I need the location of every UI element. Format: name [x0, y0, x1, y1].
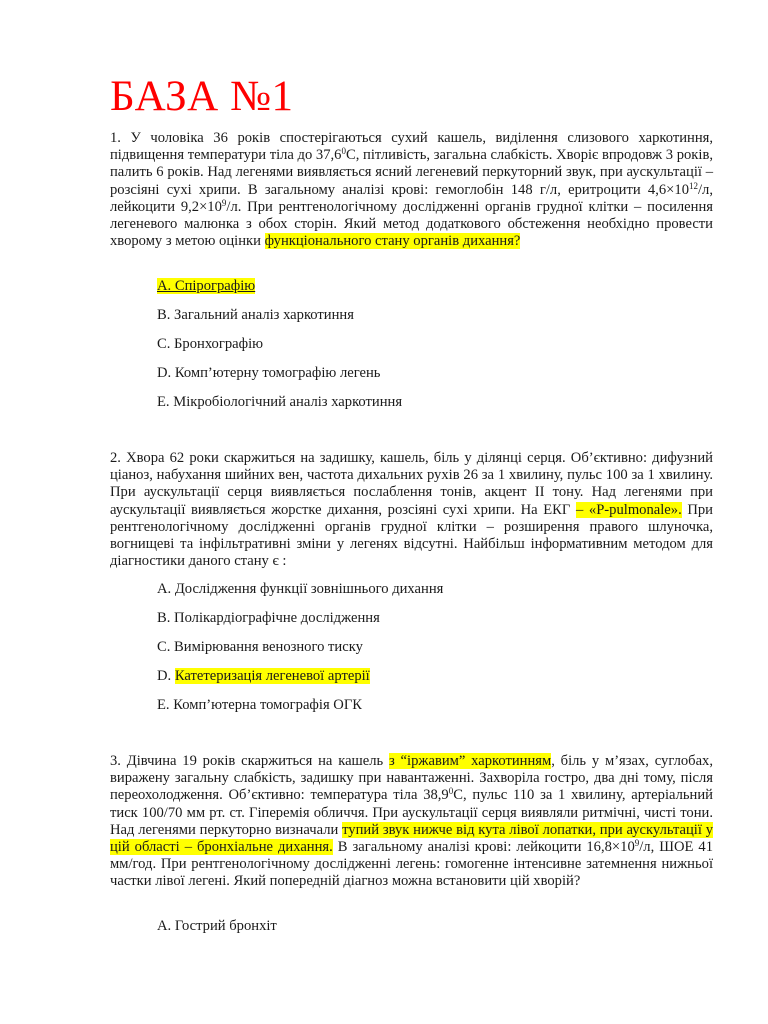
- q1-superscript: 12: [689, 180, 698, 191]
- q1-option-c: С. Бронхографію: [157, 336, 264, 352]
- q1-option-b: В. Загальний аналіз харкотиння: [157, 307, 354, 323]
- q2-option-e: Е. Комп’ютерна томографія ОГК: [157, 697, 363, 713]
- q1-option-a: [157, 278, 255, 295]
- question-2-text: [110, 450, 713, 570]
- q2-option-a: А. Дослідження функції зовнішнього дихання: [157, 581, 444, 597]
- q3-text-part: В загальному аналізі крові: лейкоцити 16,8×10: [332, 839, 635, 856]
- question-1-text: [110, 130, 713, 250]
- q3-text-part: /л, ШОЕ 41 мм/год. При рентгенологічному дослідженні легень: гомогенне інтенсивне затемнення нижньої частки лівої легені. Який попередній діагноз можна встановити цій хворій?: [110, 839, 713, 890]
- q3-superscript: 0: [448, 786, 454, 797]
- q2-option-b: В. Полікардіографічне дослідження: [157, 610, 380, 626]
- q3-text-part: С, пульс 110 за 1 хвилину, артеріальний тиск 100/70 мм рт. ст. Гіперемія обличчя. При аускультації серця виявляли ритмічні, чисті тони. Над легенями перкуторно визначали: [110, 787, 713, 838]
- q2-text-part: 2. Хвора 62 роки скаржиться на задишку, кашель, біль у ділянці серця. Об’єктивно: дифузний ціаноз, набухання шийних вен, частота дихальних рухів 26 за 1 хвилину, пульс 100 за 1 хвилину. При аускультації серця виявляється послаблення тонів, акцент ІІ тону. Над легенями при аускультації виявляється жорстке дихання, розсіяні сухі хрипи. На ЕКГ: [110, 450, 713, 518]
- q1-text-part: 1. У чоловіка 36 років спостерігаються сухий кашель, виділення слизового харкотиння, підвищення температури тіла до 37,6: [110, 130, 713, 164]
- q1-text-part: /л, лейкоцити 9,2×10: [110, 181, 713, 215]
- q3-option-a: А. Гострий бронхіт: [157, 918, 277, 934]
- q3-superscript: 9: [634, 838, 640, 849]
- q1-highlighted-text: функціонального стану органів дихання?: [264, 233, 521, 250]
- question-3-text: [110, 753, 713, 891]
- q1-text-part: /л. При рентгенологічному дослідженні органів грудної клітки – посилення легеневого малюнка з обох сторін. Який метод додаткового обстеження необхідно провести хворому з метою оцінки: [110, 198, 713, 250]
- page-title: БАЗА №1: [110, 73, 294, 120]
- q3-text-part: 3. Дівчина 19 років скаржиться на кашель: [110, 753, 389, 769]
- q2-option-d-label: Катетеризація легеневої артерії: [174, 668, 370, 684]
- q1-option-d: D. Комп’ютерну томографію легень: [157, 365, 381, 381]
- q2-highlighted-text: – «P-pulmonale».: [575, 501, 682, 518]
- q1-text-part: С, пітливість, загальна слабкість. Хворіє впродовж 3 років, палить 6 років. Над легенями виявляється ясний легеневий перкуторний звук, при аускультації – розсіяні сухі хрипи. В загальному аналізі крові: гемоглобін 148 г/л, еритроцити 4,6×10: [110, 147, 713, 198]
- q3-text-part: , біль у м’язах, суглобах, виражену загальну слабкість, задишку при навантаженні. Захворіла гостро, два дні тому, після переохолодження. Об’єктивно: температура тіла 38,9: [110, 753, 713, 804]
- q3-highlighted-text: тупий звук нижче від кута лівої лопатки, при аускультації у цій області – бронхіальне дихання.: [110, 821, 713, 856]
- q2-option-d: [157, 668, 370, 685]
- q1-superscript: 9: [221, 197, 227, 208]
- q1-superscript: 0: [341, 146, 346, 157]
- q2-option-d-prefix: D.: [157, 668, 175, 684]
- q1-option-a-label: А. Спірографію: [157, 278, 256, 294]
- q2-option-c: С. Вимірювання венозного тиску: [157, 639, 363, 655]
- q1-option-e: Е. Мікробіологічний аналіз харкотиння: [157, 394, 403, 410]
- q3-highlighted-text: з “іржавим” харкотинням: [389, 753, 552, 769]
- q2-text-part: При рентгенологічному дослідженні органів грудної клітки – розширення правого шлуночка, вогнищеві та інфільтративні зміни у легенях відсутні. Найбільш інформативним методом для діагностики даного стану є :: [110, 501, 713, 570]
